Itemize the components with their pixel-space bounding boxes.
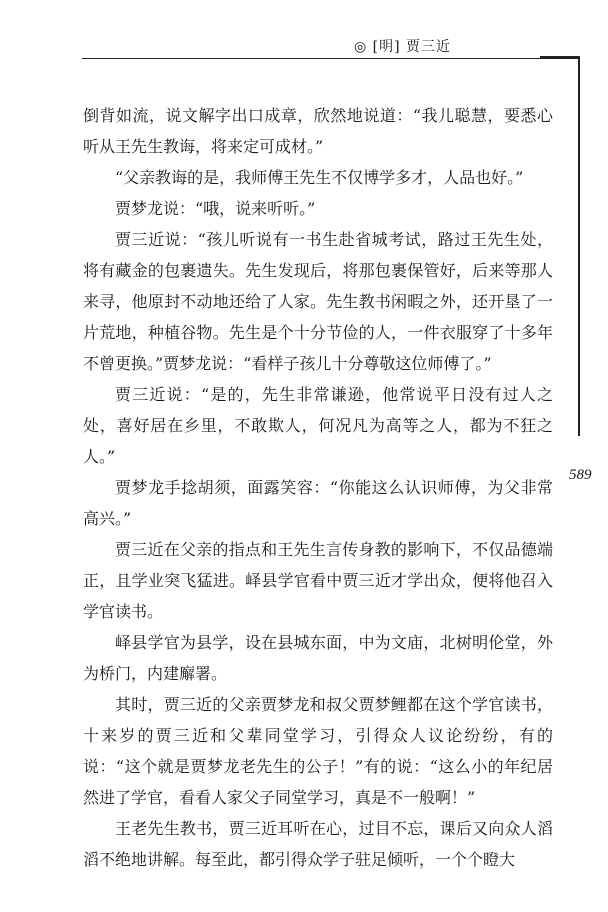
paragraph: 贾三近说：“孩儿听说有一书生赴省城考试，路过王先生处，将有藏金的包裹遗失。先生发现后，将那包裹保管好，后来等那人来寻，他原封不动地还给了人家。先生教书闲暇之外，还开垦了一片荒地，种植谷物。先生是个十分节俭的人，一件衣服穿了十多年不曾更换。”贾梦龙说：“看样子孩儿十分尊敬这位师傅了。” bbox=[83, 230, 553, 373]
paragraph: 倒背如流，说文解字出口成章，欣然地说道：“我儿聪慧，要悉心听从王先生教诲，将来定可成材。” bbox=[83, 106, 553, 156]
header-bar bbox=[540, 56, 580, 59]
side-rule bbox=[578, 58, 580, 436]
page-number: 589 bbox=[569, 467, 592, 483]
paragraph: 王老先生教书，贾三近耳听在心，过目不忘，课后又向众人滔滔不绝地讲解。每至此，都引得众学子驻足倾听，一个个瞪大 bbox=[83, 819, 553, 869]
paragraph: 贾三近在父亲的指点和王先生言传身教的影响下，不仅品德端正，且学业突飞猛进。峄县学官看中贾三近才学出众，便将他召入学官读书。 bbox=[83, 540, 553, 621]
paragraph: 贾三近说：“是的，先生非常谦逊，他常说平日没有过人之处，喜好居在乡里，不敢欺人，何况凡为高等之人，都为不狂之人。” bbox=[83, 385, 553, 466]
paragraph: 贾梦龙手捻胡须，面露笑容：“你能这么认识师傅，为父非常高兴。” bbox=[83, 478, 553, 528]
paragraph: 其时，贾三近的父亲贾梦龙和叔父贾梦鲤都在这个学官读书，十来岁的贾三近和父辈同堂学习，引得众人议论纷纷，有的说：“这个就是贾梦龙老先生的公子！”有的说：“这么小的年纪居然进了学官，看看人家父子同堂学习，真是不一般啊！” bbox=[83, 695, 553, 807]
paragraph: 贾梦龙说：“哦，说来听听。” bbox=[115, 199, 316, 218]
body-text bbox=[83, 100, 553, 875]
running-header: ◎ [明] 贾三近 bbox=[354, 39, 452, 55]
paragraph: 峄县学官为县学，设在县城东面，中为文庙，北树明伦堂，外为桥门，内建廨署。 bbox=[83, 633, 553, 683]
paragraph: “父亲教诲的是，我师傅王先生不仅博学多才，人品也好。” bbox=[115, 168, 524, 187]
header-rule bbox=[82, 58, 540, 59]
